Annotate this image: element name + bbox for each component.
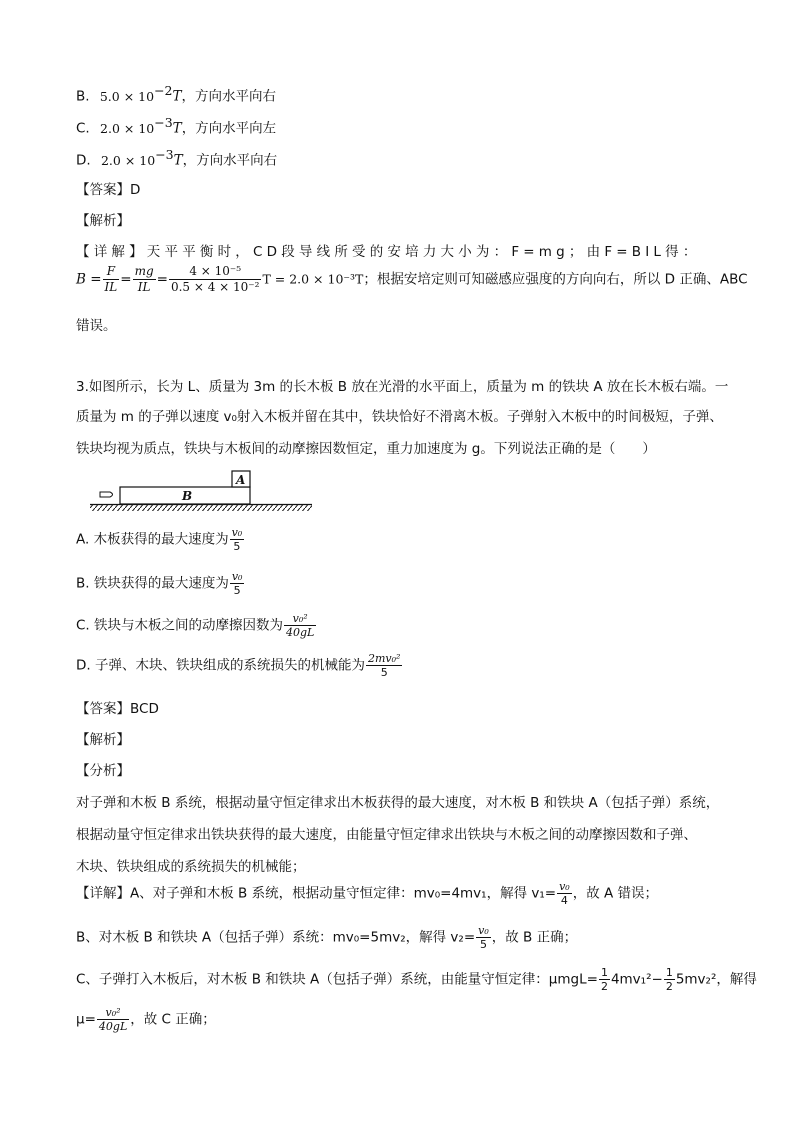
q3-detail-mu <box>76 1006 216 1033</box>
fraction-num: v₀ <box>478 924 489 937</box>
bullet-icon <box>100 492 113 497</box>
label-a: A <box>236 473 246 487</box>
detail-c-half-1 <box>599 966 610 993</box>
option-d-direction: ，方向水平向右 <box>182 152 278 169</box>
answer-tag: 【答案】 <box>76 701 130 717</box>
fraction-num: v₀ <box>559 880 570 893</box>
option-b-row <box>76 83 276 105</box>
fraction-f-il <box>103 264 120 295</box>
answer-tag: 【答案】 <box>76 182 130 198</box>
detail-c-half-2 <box>664 966 675 993</box>
fraction-num: 1 <box>665 966 673 979</box>
q3-detail-a <box>76 880 658 907</box>
q3-fenxi-tag: 【分析】 <box>76 763 130 779</box>
fraction-num: mg <box>134 264 154 278</box>
option-d-text: D. 子弹、木块、铁块组成的系统损失的机械能为 <box>76 657 365 674</box>
option-c-fraction <box>284 612 316 639</box>
detail-c-post: 5mv₂²，解得 <box>675 971 757 988</box>
fraction-num: v₀ <box>231 526 243 539</box>
option-c-text: C. 铁块与木板之间的动摩擦因数为 <box>76 617 284 634</box>
q3-fenxi-line1: 对子弹和木板 B 系统，根据动量守恒定律求出木板获得的最大速度，对木板 B 和铁块 A（包括子弹）系统， <box>76 795 720 811</box>
option-b-fraction <box>230 570 245 597</box>
fraction-den: 2 <box>665 980 673 993</box>
option-c-direction: ，方向水平向左 <box>181 120 277 137</box>
eq-b: B = <box>76 271 102 288</box>
option-a-fraction <box>230 526 245 553</box>
answer-value: D <box>130 182 141 198</box>
fraction-num: 1 <box>600 966 608 979</box>
fraction-den: 5 <box>380 666 388 679</box>
q3-detail-b <box>76 924 577 951</box>
q2-detail-equation <box>76 264 748 295</box>
fraction-numeric <box>169 264 262 295</box>
equals-sign: = <box>156 271 168 288</box>
fraction-num: F <box>103 264 120 280</box>
detail-mu-post: ，故 C 正确； <box>130 1011 216 1028</box>
fraction-num: v₀² <box>284 612 316 626</box>
option-c-exp: −3 <box>154 115 173 130</box>
answer-value: BCD <box>130 701 159 717</box>
option-d-fraction <box>366 652 402 679</box>
fraction-den: 4 <box>560 894 568 907</box>
option-b-unit: T <box>172 88 182 105</box>
detail-c-mid: 4mv₁²− <box>610 971 663 988</box>
fraction-num: v₀ <box>231 570 243 583</box>
option-b-label: B. <box>76 88 90 105</box>
q2-detail-line1: 【详解】天平平衡时，CD段导线所受的安培力大小为：F=mg；由F=BIL得： <box>76 244 701 260</box>
option-d-exp: −3 <box>155 147 174 162</box>
option-d-row <box>76 147 277 169</box>
q3-fenxi-line2: 根据动量守恒定律求出铁块获得的最大速度，由能量守恒定律求出铁块与木板之间的动摩擦因数和子弹、 <box>76 827 697 843</box>
detail-b-text: B、对木板 B 和铁块 A（包括子弹）系统：mv₀=5mv₂，解得 v₂= <box>76 929 476 946</box>
q2-answer-row <box>76 178 140 198</box>
fraction-den: 0.5 × 4 × 10⁻² <box>170 280 260 294</box>
option-c-label: C. <box>76 120 90 137</box>
q2-detail-line3: 错误。 <box>76 318 117 334</box>
fraction-den: IL <box>137 280 151 294</box>
option-c-row <box>76 115 276 137</box>
q3-stem-line3: 铁块均视为质点，铁块与木板间的动摩擦因数恒定，重力加速度为 g。下列说法正确的是（ ） <box>76 441 656 457</box>
detail-a-post: ，故 A 错误； <box>572 885 659 902</box>
q3-stem-line2: 质量为 m 的子弹以速度 v₀射入木板并留在其中，铁块恰好不滑离木板。子弹射入木板中的时间极短，子弹、 <box>76 409 723 425</box>
fraction-num: 4 × 10⁻⁵ <box>169 264 262 280</box>
q3-stem-line1: 3.如图所示，长为 L、质量为 3m 的长木板 B 放在光滑的水平面上，质量为 m 的铁块 A 放在长木板右端。一 <box>76 379 729 395</box>
option-c-value: 2.0 × 10 <box>100 120 155 136</box>
q3-option-b <box>76 570 245 597</box>
fraction-den: 5 <box>479 938 487 951</box>
q3-option-c <box>76 612 317 639</box>
option-a-text: A. 木板获得的最大速度为 <box>76 531 229 548</box>
fraction-den: 40gL <box>98 1020 128 1033</box>
fraction-num: 2mv₀² <box>367 652 401 665</box>
detail-c-text: C、子弹打入木板后，对木板 B 和铁块 A（包括子弹）系统，由能量守恒定律：μmgL= <box>76 971 598 988</box>
eq-result: T = 2.0 × 10⁻³T <box>262 271 364 287</box>
detail-b-post: ，故 B 正确； <box>491 929 578 946</box>
q3-answer-row <box>76 697 159 717</box>
q3-option-d <box>76 652 403 679</box>
option-b-direction: ，方向水平向右 <box>181 88 277 105</box>
option-b-text: B. 铁块获得的最大速度为 <box>76 575 229 592</box>
q3-figure <box>90 466 315 514</box>
detail-mu-text: μ= <box>76 1011 96 1028</box>
fraction-den: 2 <box>600 980 608 993</box>
fraction-den: 5 <box>233 584 241 597</box>
fraction-den: IL <box>104 280 118 294</box>
option-d-unit: T <box>173 152 183 169</box>
detail-mu-fraction <box>97 1006 129 1033</box>
q2-analysis-tag: 【解析】 <box>76 213 130 229</box>
detail-b-fraction <box>476 924 491 951</box>
fraction-den: 40gL <box>286 626 315 639</box>
q2-detail-tail: ；根据安培定则可知磁感应强度的方向向右，所以 D 正确、ABC <box>363 271 748 288</box>
fraction-num: v₀² <box>97 1006 129 1020</box>
fraction-mg-il <box>133 264 156 295</box>
option-b-exp: −2 <box>154 83 173 98</box>
q3-fenxi-line3: 木块、铁块组成的系统损失的机械能； <box>76 859 306 875</box>
detail-a-fraction <box>557 880 572 907</box>
ground-hatch <box>90 505 312 511</box>
fraction-den: 5 <box>233 540 241 553</box>
q3-option-a <box>76 526 245 553</box>
option-b-value: 5.0 × 10 <box>99 88 155 104</box>
detail-a-text: 【详解】A、对子弹和木板 B 系统，根据动量守恒定律：mv₀=4mv₁，解得 v₁= <box>76 885 557 902</box>
label-b: B <box>182 489 193 503</box>
option-c-unit: T <box>172 120 182 137</box>
q3-analysis-tag: 【解析】 <box>76 732 130 748</box>
q3-detail-c <box>76 966 757 993</box>
equals-sign: = <box>120 271 132 288</box>
option-d-value: 2.0 × 10 <box>100 152 156 168</box>
option-d-label: D. <box>76 152 91 169</box>
